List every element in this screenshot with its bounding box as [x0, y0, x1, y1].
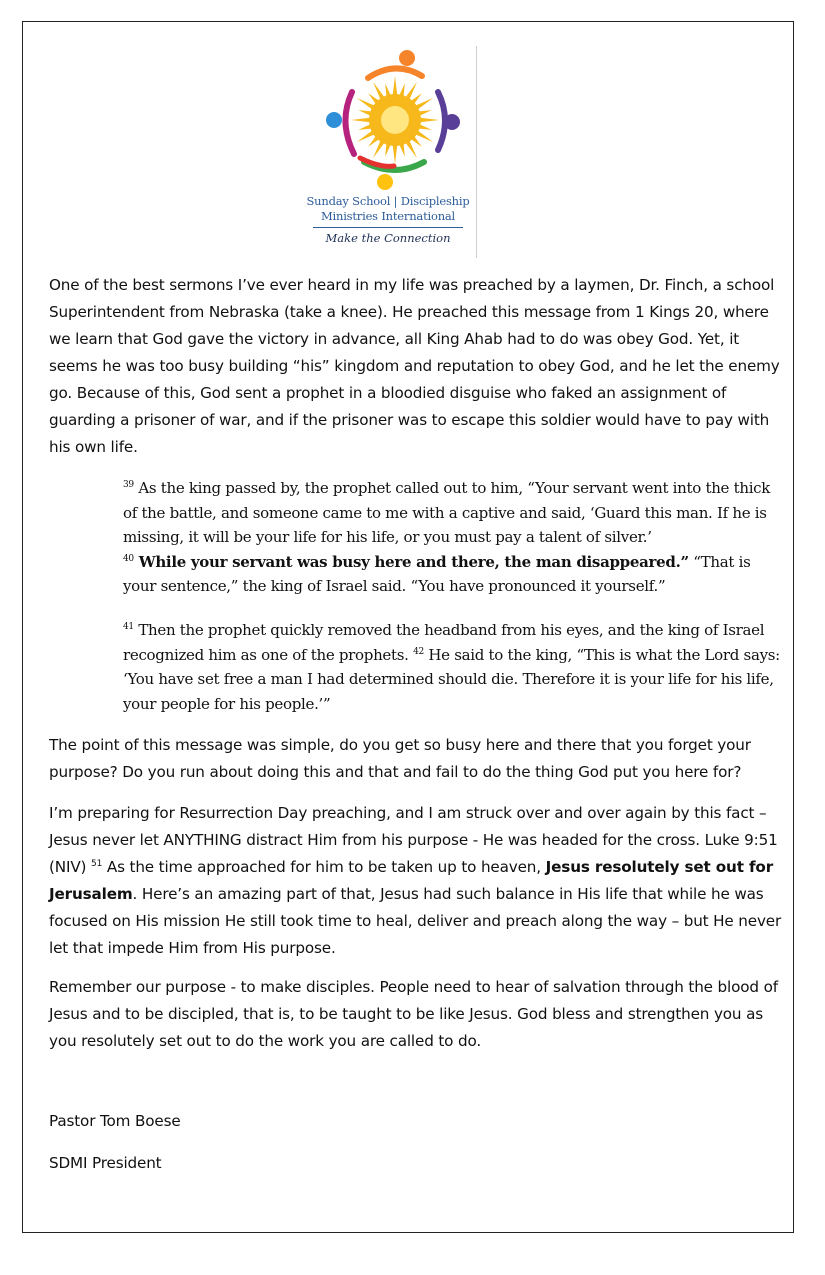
verse-number-39: 39: [123, 480, 134, 490]
sdmi-logo: [300, 46, 490, 262]
logo-divider: [476, 46, 477, 258]
paragraph-resurrection-c: . Here’s an amazing part of that, Jesus had such balance in His life that while he was focused on His mission He still took time to heal, deliver and preach along the way – but He never let that impede Him from His purpose.: [49, 885, 782, 957]
scripture-quote-41-42: [123, 618, 783, 716]
signature-title: SDMI President: [49, 1154, 162, 1172]
logo-name-line2: Ministries International: [320, 209, 456, 223]
verse-42-text: He said to the king, “This is what the Lord says: ‘You have set free a man I had determined should die. Therefore it is your life for his life, your people for his people.’”: [123, 645, 780, 713]
sun-ray: [393, 76, 398, 96]
verse-number-41: 41: [123, 622, 134, 632]
orange-dot: [399, 50, 415, 66]
paragraph-intro: One of the best sermons I’ve ever heard in my life was preached by a laymen, Dr. Finch, a school Superintendent from Nebraska (take a knee). He preached this message from 1 Kings 20, where we learn that God gave the victory in advance, all King Ahab had to do was obey God. Yet, it seems he was too busy building “his” kingdom and reputation to obey God, and he let the enemy go. Because of this, God sent a prophet in a bloodied disguise who faked an assignment of guarding a prisoner of war, and if the prisoner was to escape this soldier would have to pay with his own life.: [49, 276, 780, 456]
logo-name-line1: Sunday School | Discipleship: [306, 194, 470, 208]
sun-center: [381, 106, 409, 134]
paragraph-resurrection-emphasis: Jesus resolutely set out for Jerusalem: [49, 858, 774, 903]
logo-tagline: Make the Connection: [325, 231, 451, 245]
logo-text: [300, 194, 476, 245]
scripture-quote-39-40: [123, 476, 783, 599]
verse-41-text: Then the prophet quickly removed the headband from his eyes, and the king of Israel recognized him as one of the prophets.: [123, 621, 765, 664]
paragraph-resurrection-a: I’m preparing for Resurrection Day preaching, and I am struck over and over again by this fact – Jesus never let ANYTHING distract Him from his purpose - He was headed for the cross. Luke 9:51 (NIV): [49, 804, 778, 876]
blue-dot: [326, 112, 342, 128]
sun-ray: [419, 118, 439, 123]
paragraph-resurrection-b: As the time approached for him to be taken up to heaven,: [102, 858, 546, 876]
verse-number-40: 40: [123, 553, 134, 564]
verse-39-text: As the king passed by, the prophet called out to him, “Your servant went into the thick of the battle, and someone came to me with a captive and said, ‘Guard this man. If he is missing, it will be your life for his life, or you must pay a talent of silver.’: [123, 479, 771, 546]
paragraph-resurrection: [49, 800, 785, 962]
paragraph-point: The point of this message was simple, do you get so busy here and there that you forget your purpose? Do you run about doing this and that and fail to do the thing God put you here for?: [49, 736, 751, 781]
verse-number-42: 42: [413, 646, 424, 657]
magenta-swoosh: [345, 92, 354, 154]
verse-40-emphasis: While your servant was busy here and there, the man disappeared.”: [133, 552, 689, 571]
sun-ray: [393, 144, 398, 164]
verse-number-51: 51: [91, 859, 103, 869]
yellow-dot: [377, 174, 393, 190]
purple-swoosh: [438, 92, 445, 150]
logo-rule: [313, 227, 463, 228]
verse-40-text: “That is your sentence,” the king of Israel said. “You have pronounced it yourself.”: [123, 552, 751, 595]
sun-emblem-icon: [320, 50, 470, 194]
signature-name: Pastor Tom Boese: [49, 1112, 181, 1130]
sun-ray: [351, 118, 371, 123]
purple-dot: [444, 114, 460, 130]
paragraph-purpose: Remember our purpose - to make disciples. People need to hear of salvation through the blood of Jesus and to be discipled, that is, to be taught to be like Jesus. God bless and strengthen you as you resolutely set out to do the work you are called to do.: [49, 978, 778, 1050]
